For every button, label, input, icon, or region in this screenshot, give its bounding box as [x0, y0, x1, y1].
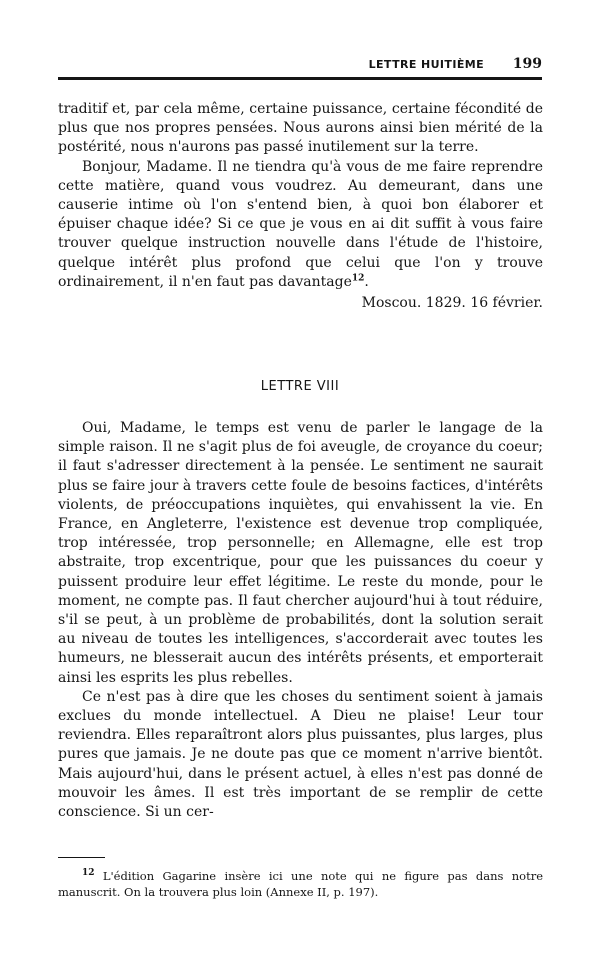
running-title: LETTRE HUITIÈME [368, 58, 484, 71]
paragraph: Oui, Madame, le temps est venu de parler le langage de la simple raison. Il ne s'agit plus de foi aveugle, de croyance du coeur; il faut s'adresser directement à la pensée. Le sentiment ne saurait plus se faire jour à travers cette foule de besoins factices, d'intérêts violents, de préoccupations inquiètes, qui envahissent la vie. En France, en Angleterre, l'existence est devenue trop compliquée, trop intéressée, trop personnelle; en Allemagne, elle est trop abstraite, trop excentrique, pour que les puissances du coeur y puissent produire leur effet légitime. Le reste du monde, pour le moment, ne compte pas. Il faut chercher aujourd'hui à tout réduire, s'il se peut, à un problème de probabilités, dont la solution serait au niveau de toutes les intelligences, s'accorderait avec toutes les humeurs, ne blesserait aucun des intérêts présents, et emporterait ainsi les esprits les plus rebelles. [58, 420, 543, 686]
paragraph: Ce n'est pas à dire que les choses du sentiment soient à jamais exclues du monde intellectuel. A Dieu ne plaise! Leur tour reviendra. Elles reparaîtront alors plus puissantes, plus larges, plus pures que jamais. Je ne doute pas que ce moment n'arrive bientôt. Mais aujourd'hui, dans le présent actuel, à elles n'est pas donné de mouvoir les âmes. Il est très important de se remplir de cette conscience. Si un cer- [58, 688, 543, 821]
header-rule [58, 77, 542, 80]
letter-heading: LETTRE VIII [260, 379, 340, 394]
paragraph: traditif et, par cela même, certaine puissance, certaine fécondité de plus que nos propres pensées. Nous aurons ainsi bien mérité de la postérité, nous n'aurons pas passé inutilement sur la terre. [58, 101, 543, 156]
footnote-text: L'édition Gagarine insère ici une note qui ne figure pas dans notre manuscrit. On la trouvera plus loin (Annexe II, p. 197). [58, 869, 543, 899]
page-number: 199 [512, 56, 542, 72]
footnote-rule [58, 857, 105, 858]
paragraph-text: Bonjour, Madame. Il ne tiendra qu'à vous de me faire reprendre cette matière, quand vous voudrez. Au demeurant, dans une causerie intime où l'on s'entend bien, à quoi bon élaborer et épuiser chaque idée? Si ce que je vous en ai dit suffit à vous faire trouver quelque instruction nouvelle dans l'étude de l'histoire, quelque intérêt plus profond que celui que l'on y trouve ordinairement, il n'en faut pas davantage [58, 158, 543, 290]
footnote [58, 868, 543, 900]
letter-body [58, 419, 543, 822]
punctuation: . [364, 273, 369, 290]
footnote-number: 12 [82, 868, 95, 879]
signature-line: Moscou. 1829. 16 février. [361, 295, 543, 312]
footnote-paragraph [58, 868, 543, 900]
paragraph [58, 158, 543, 292]
running-head [58, 56, 542, 76]
footnote-reference: 12 [351, 273, 365, 284]
previous-letter-ending [58, 100, 543, 313]
